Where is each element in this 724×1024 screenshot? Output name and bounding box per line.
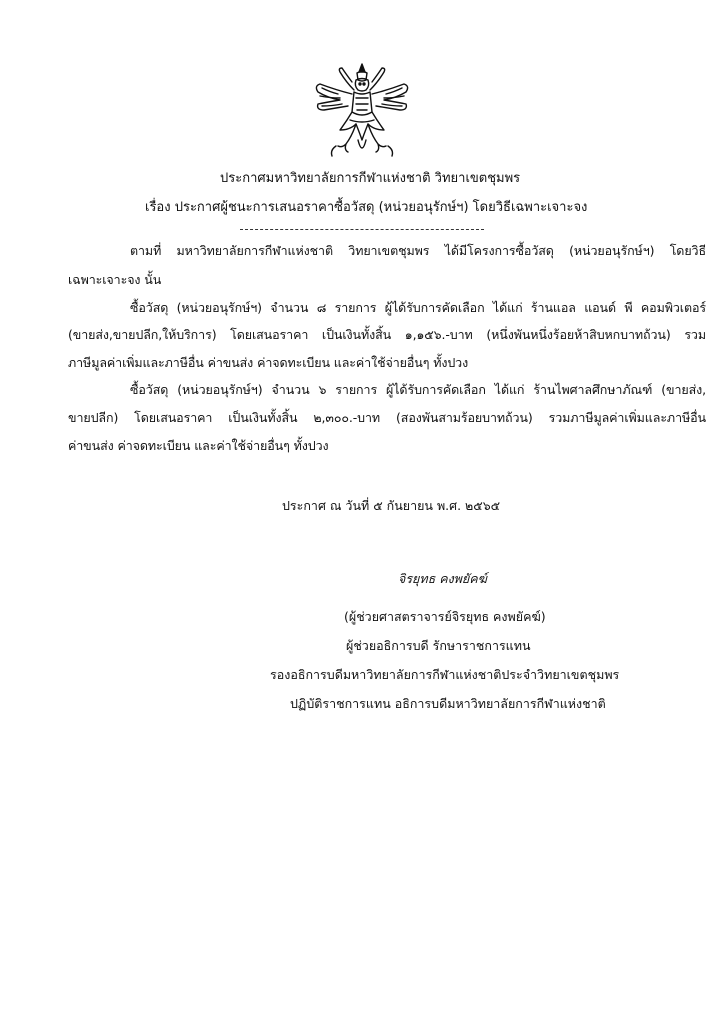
paragraph-1-line-2: เฉพาะเจาะจง นั้น [68, 272, 162, 287]
signer-full-name: (ผู้ช่วยศาสตราจารย์จิรยุทธ คงพยัคฆ์) [344, 609, 546, 624]
paragraph-3-line-3: ค่าขนส่ง ค่าจดทะเบียน และค่าใช้จ่ายอื่นๆ ทั้งปวง [68, 438, 329, 453]
signer-role-3: ปฏิบัติราชการแทน อธิการบดีมหาวิทยาลัยการกีฬาแห่งชาติ [290, 696, 606, 711]
paragraph-1-line-1: ตามที่ มหาวิทยาลัยการกีฬาแห่งชาติ วิทยาเขตชุมพร ได้มีโครงการซื้อวัสดุ (หน่วยอนุรักษ์ฯ) โดยวิธี [130, 243, 706, 258]
signer-role-1: ผู้ช่วยอธิการบดี รักษาราชการแทน [346, 638, 531, 653]
announcement-title: ประกาศมหาวิทยาลัยการกีฬาแห่งชาติ วิทยาเขตชุมพร [220, 171, 521, 186]
paragraph-3-line-2: ขายปลีก) โดยเสนอราคา เป็นเงินทั้งสิ้น ๒,๓๐๐.-บาท (สองพันสามร้อยบาทถ้วน) รวมภาษีมูลค่าเพิ่มและภาษีอื่น [68, 410, 706, 425]
paragraph-2-line-3: ภาษีมูลค่าเพิ่มและภาษีอื่น ค่าขนส่ง ค่าจดทะเบียน และค่าใช้จ่ายอื่นๆ ทั้งปวง [68, 355, 469, 370]
paragraph-3-line-1: ซื้อวัสดุ (หน่วยอนุรักษ์ฯ) จำนวน ๖ รายการ ผู้ได้รับการคัดเลือก ได้แก่ ร้านไพศาลศึกษาภัณฑ์ (ขายส่ง, [130, 382, 706, 397]
paragraph-2-line-1: ซื้อวัสดุ (หน่วยอนุรักษ์ฯ) จำนวน ๘ รายการ ผู้ได้รับการคัดเลือก ได้แก่ ร้านแอล แอนด์ พี คอมพิวเตอร์ [130, 300, 706, 315]
announcement-subject: เรื่อง ประกาศผู้ชนะการเสนอราคาซื้อวัสดุ (หน่วยอนุรักษ์ฯ) โดยวิธีเฉพาะเจาะจง [145, 200, 588, 215]
signer-role-2: รองอธิการบดีมหาวิทยาลัยการกีฬาแห่งชาติประจำวิทยาเขตชุมพร [270, 667, 620, 682]
garuda-emblem-icon [310, 60, 414, 160]
announcement-date: ประกาศ ณ วันที่ ๕ กันยายน พ.ศ. ๒๕๖๕ [282, 498, 501, 513]
paragraph-2-line-2: (ขายส่ง,ขายปลีก,ให้บริการ) โดยเสนอราคา เป็นเงินทั้งสิ้น ๑,๑๕๖.-บาท (หนึ่งพันหนึ่งร้อยห้าสิบหกบาทถ้วน) รวม [68, 327, 706, 342]
header-divider [240, 229, 484, 230]
signature: จิรยุทธ คงพยัคฆ์ [398, 571, 487, 586]
